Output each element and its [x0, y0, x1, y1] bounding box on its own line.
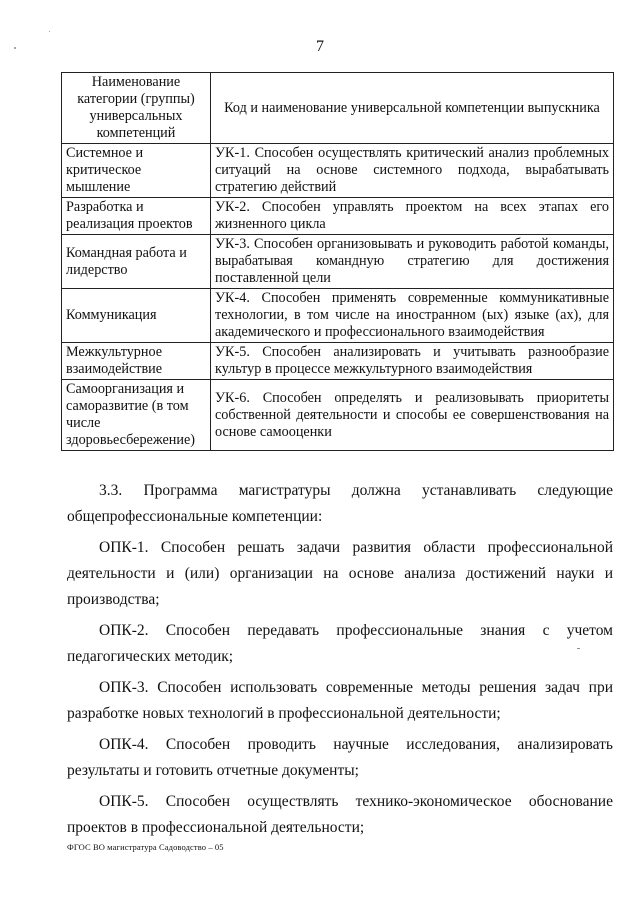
- table-row: [62, 343, 614, 380]
- opk-item: ОПК-1. Способен решать задачи развития области профессиональной деятельности и (или) организации на основе анализа достижений науки и производства;: [67, 539, 613, 608]
- table-row: [62, 198, 614, 235]
- table-row: [62, 289, 614, 343]
- category-cell: Разработка и реализация проектов: [62, 198, 211, 235]
- category-cell: Межкультурное взаимодействие: [62, 343, 211, 380]
- opk-item: ОПК-3. Способен использовать современные методы решения задач при разработке новых технологий в профессиональной деятельности;: [67, 679, 613, 722]
- competence-cell: УК-4. Способен применять современные коммуникативные технологии, в том числе на иностранном (ых) языке (ах), для академического и профессионального взаимодействия: [211, 289, 614, 343]
- table-row: [62, 144, 614, 198]
- competence-cell: УК-3. Способен организовывать и руководить работой команды, вырабатывая командную стратегию для достижения поставленной цели: [211, 235, 614, 289]
- page-number: 7: [316, 38, 324, 55]
- category-cell: Самоорганизация и саморазвитие (в том числе здоровьесбережение): [62, 380, 211, 451]
- competence-table: [61, 72, 614, 451]
- general-professional-competences: [67, 478, 613, 846]
- scan-speck: [14, 47, 16, 49]
- header-category: Наименование категории (группы) универсальных компетенций: [62, 73, 211, 144]
- competence-cell: УК-6. Способен определять и реализовывать приоритеты собственной деятельности и способы ее совершенствования на основе самооценки: [211, 380, 614, 451]
- opk-item: ОПК-5. Способен осуществлять технико-экономическое обоснование проектов в профессиональной деятельности;: [67, 793, 613, 836]
- table-row: [62, 235, 614, 289]
- competence-cell: УК-1. Способен осуществлять критический анализ проблемных ситуаций на основе системного подхода, вырабатывать стратегию действий: [211, 144, 614, 198]
- table-header-row: [62, 73, 614, 144]
- category-cell: Системное и критическое мышление: [62, 144, 211, 198]
- competence-cell: УК-2. Способен управлять проектом на всех этапах его жизненного цикла: [211, 198, 614, 235]
- category-cell: Командная работа и лидерство: [62, 235, 211, 289]
- scan-speck: [577, 648, 580, 649]
- opk-item: ОПК-2. Способен передавать профессиональные знания с учетом педагогических методик;: [67, 622, 613, 665]
- table-row: [62, 380, 614, 451]
- category-cell: Коммуникация: [62, 289, 211, 343]
- document-footer: ФГОС ВО магистратура Садоводство – 05: [67, 842, 224, 852]
- competence-cell: УК-5. Способен анализировать и учитывать разнообразие культур в процессе межкультурного взаимодействия: [211, 343, 614, 380]
- opk-item: ОПК-4. Способен проводить научные исследования, анализировать результаты и готовить отчетные документы;: [67, 736, 613, 779]
- scan-speck: [49, 31, 50, 32]
- header-competence: Код и наименование универсальной компетенции выпускника: [211, 73, 614, 144]
- section-intro: 3.3. Программа магистратуры должна устанавливать следующие общепрофессиональные компетенции:: [67, 482, 613, 525]
